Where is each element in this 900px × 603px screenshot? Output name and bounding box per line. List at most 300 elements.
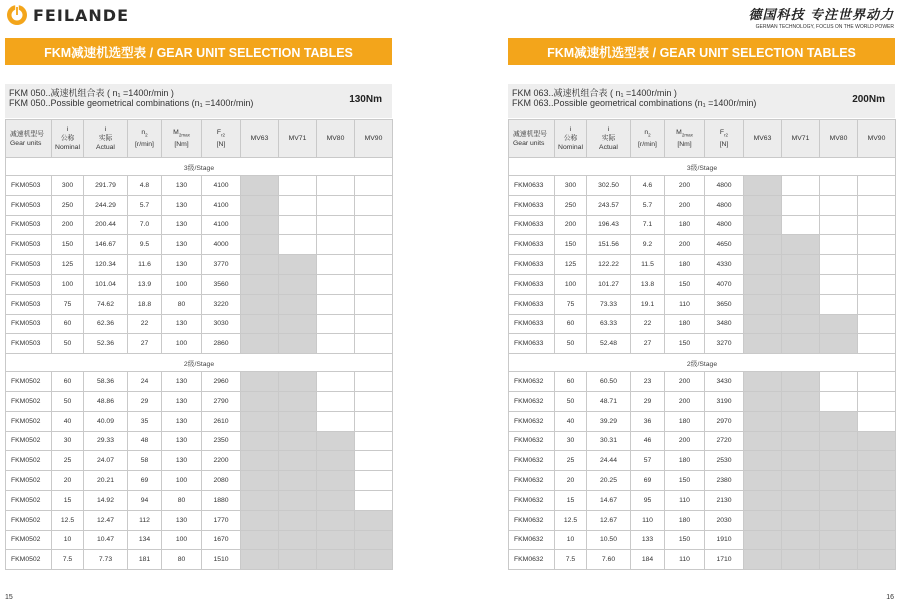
cell-motor-mv63 bbox=[744, 510, 782, 530]
info-line-2: FKM 063..Possible geometrical combinations (n₁ =1400r/min) bbox=[512, 98, 757, 108]
cell-m2max: 80 bbox=[162, 490, 202, 510]
cell-motor-mv71 bbox=[782, 490, 820, 510]
cell-gear-unit: FKM0502 bbox=[6, 411, 52, 431]
header-nominal bbox=[555, 120, 587, 158]
logo-text: FEILANDE bbox=[33, 5, 129, 25]
cell-gear-unit: FKM0632 bbox=[509, 471, 555, 491]
header-n2-subscript: 2 bbox=[648, 132, 651, 138]
cell-motor-mv63 bbox=[744, 215, 782, 235]
cell-fr2: 4650 bbox=[705, 235, 744, 255]
cell-gear-unit: FKM0502 bbox=[6, 451, 52, 471]
table-row bbox=[6, 471, 393, 491]
table-row bbox=[6, 294, 393, 314]
logo bbox=[6, 4, 129, 26]
cell-fr2: 1910 bbox=[705, 530, 744, 550]
cell-gear-unit: FKM0632 bbox=[509, 451, 555, 471]
info-line-1: FKM 063..减速机组合表 ( n₁ =1400r/min ) bbox=[512, 88, 677, 98]
cell-motor-mv90 bbox=[355, 451, 393, 471]
cell-motor-mv63 bbox=[241, 372, 279, 392]
cell-actual: 101.27 bbox=[587, 274, 631, 294]
page-title: FKM减速机选型表 / GEAR UNIT SELECTION TABLES bbox=[508, 38, 895, 65]
cell-motor-mv63 bbox=[241, 215, 279, 235]
cell-gear-unit: FKM0502 bbox=[6, 490, 52, 510]
torque-rating: 200Nm bbox=[852, 94, 885, 105]
cell-nominal: 100 bbox=[52, 274, 84, 294]
cell-actual: 20.21 bbox=[84, 471, 128, 491]
stage-label: 2级/Stage bbox=[6, 354, 393, 372]
stage-row bbox=[509, 158, 896, 176]
table-row bbox=[6, 255, 393, 275]
cell-actual: 10.50 bbox=[587, 530, 631, 550]
cell-nominal: 20 bbox=[555, 471, 587, 491]
cell-gear-unit: FKM0503 bbox=[6, 294, 52, 314]
cell-motor-mv90 bbox=[858, 451, 896, 471]
right-page bbox=[450, 0, 900, 603]
cell-motor-mv63 bbox=[241, 294, 279, 314]
cell-fr2: 4330 bbox=[705, 255, 744, 275]
header-fr2-subscript: r2 bbox=[724, 132, 729, 138]
cell-motor-mv80 bbox=[820, 391, 858, 411]
header-gear-units-cn: 减速机型号 bbox=[10, 130, 44, 138]
cell-fr2: 3270 bbox=[705, 334, 744, 354]
cell-nominal: 40 bbox=[555, 411, 587, 431]
cell-gear-unit: FKM0502 bbox=[6, 530, 52, 550]
header-m2max-unit: [Nm] bbox=[174, 140, 189, 148]
cell-fr2: 4800 bbox=[705, 215, 744, 235]
cell-nominal: 10 bbox=[555, 530, 587, 550]
cell-fr2: 4800 bbox=[705, 176, 744, 196]
cell-m2max: 200 bbox=[665, 235, 705, 255]
cell-n2: 134 bbox=[128, 530, 162, 550]
table-row bbox=[6, 372, 393, 392]
cell-motor-mv71 bbox=[782, 471, 820, 491]
cell-n2: 7.0 bbox=[128, 215, 162, 235]
cell-motor-mv90 bbox=[355, 294, 393, 314]
header-motor-mv80: MV80 bbox=[820, 120, 858, 158]
cell-motor-mv71 bbox=[279, 510, 317, 530]
header-n2-subscript: 2 bbox=[145, 132, 148, 138]
header-n2 bbox=[631, 120, 665, 158]
table-row bbox=[6, 235, 393, 255]
header-m2max-subscript: 2max bbox=[681, 132, 693, 138]
cell-m2max: 200 bbox=[665, 372, 705, 392]
cell-motor-mv63 bbox=[241, 334, 279, 354]
cell-motor-mv71 bbox=[782, 372, 820, 392]
cell-motor-mv71 bbox=[279, 411, 317, 431]
cell-fr2: 1710 bbox=[705, 550, 744, 570]
cell-motor-mv80 bbox=[317, 314, 355, 334]
cell-n2: 13.8 bbox=[631, 274, 665, 294]
cell-motor-mv63 bbox=[744, 176, 782, 196]
cell-fr2: 4070 bbox=[705, 274, 744, 294]
cell-actual: 20.25 bbox=[587, 471, 631, 491]
cell-gear-unit: FKM0502 bbox=[6, 372, 52, 392]
cell-motor-mv80 bbox=[820, 411, 858, 431]
cell-motor-mv90 bbox=[858, 530, 896, 550]
header-gear-units-en: Gear units bbox=[513, 139, 545, 147]
table-row bbox=[509, 215, 896, 235]
cell-actual: 14.67 bbox=[587, 490, 631, 510]
cell-motor-mv80 bbox=[820, 372, 858, 392]
nominal-en: Nominal bbox=[55, 144, 80, 151]
cell-n2: 23 bbox=[631, 372, 665, 392]
i-symbol: i bbox=[66, 126, 69, 133]
cell-fr2: 4800 bbox=[705, 195, 744, 215]
cell-actual: 73.33 bbox=[587, 294, 631, 314]
cell-m2max: 130 bbox=[162, 215, 202, 235]
cell-motor-mv63 bbox=[241, 411, 279, 431]
header-actual bbox=[84, 120, 128, 158]
cell-motor-mv80 bbox=[317, 490, 355, 510]
table-row bbox=[6, 176, 393, 196]
cell-gear-unit: FKM0632 bbox=[509, 550, 555, 570]
cell-nominal: 300 bbox=[52, 176, 84, 196]
stage-row bbox=[6, 354, 393, 372]
table-row bbox=[509, 372, 896, 392]
cell-motor-mv80 bbox=[820, 195, 858, 215]
cell-fr2: 3770 bbox=[202, 255, 241, 275]
cell-n2: 22 bbox=[128, 314, 162, 334]
cell-motor-mv71 bbox=[279, 471, 317, 491]
header-nominal bbox=[52, 120, 84, 158]
cell-motor-mv90 bbox=[858, 490, 896, 510]
cell-gear-unit: FKM0632 bbox=[509, 391, 555, 411]
cell-m2max: 80 bbox=[162, 294, 202, 314]
cell-m2max: 130 bbox=[162, 431, 202, 451]
cell-m2max: 100 bbox=[162, 334, 202, 354]
cell-m2max: 150 bbox=[665, 530, 705, 550]
cell-m2max: 130 bbox=[162, 195, 202, 215]
table-row bbox=[509, 195, 896, 215]
cell-motor-mv63 bbox=[241, 471, 279, 491]
cell-fr2: 2860 bbox=[202, 334, 241, 354]
cell-gear-unit: FKM0502 bbox=[6, 510, 52, 530]
cell-motor-mv63 bbox=[241, 255, 279, 275]
cell-motor-mv80 bbox=[820, 431, 858, 451]
cell-nominal: 150 bbox=[52, 235, 84, 255]
cell-n2: 36 bbox=[631, 411, 665, 431]
table-row bbox=[509, 235, 896, 255]
cell-motor-mv90 bbox=[858, 255, 896, 275]
nominal-cn: 公称 bbox=[563, 135, 578, 142]
cell-motor-mv63 bbox=[744, 530, 782, 550]
cell-actual: 101.04 bbox=[84, 274, 128, 294]
cell-m2max: 100 bbox=[162, 530, 202, 550]
cell-n2: 94 bbox=[128, 490, 162, 510]
header-m2max-symbol-line bbox=[162, 128, 201, 139]
cell-fr2: 2030 bbox=[705, 510, 744, 530]
cell-motor-mv63 bbox=[744, 274, 782, 294]
cell-n2: 110 bbox=[631, 510, 665, 530]
cell-motor-mv80 bbox=[820, 215, 858, 235]
cell-motor-mv71 bbox=[782, 294, 820, 314]
cell-motor-mv80 bbox=[317, 274, 355, 294]
cell-actual: 10.47 bbox=[84, 530, 128, 550]
cell-nominal: 250 bbox=[555, 195, 587, 215]
cell-motor-mv71 bbox=[782, 334, 820, 354]
cell-fr2: 4000 bbox=[202, 235, 241, 255]
cell-gear-unit: FKM0633 bbox=[509, 235, 555, 255]
selection-table bbox=[508, 119, 896, 570]
header-row bbox=[6, 120, 393, 158]
cell-nominal: 30 bbox=[52, 431, 84, 451]
cell-motor-mv90 bbox=[355, 431, 393, 451]
cell-motor-mv71 bbox=[279, 314, 317, 334]
cell-actual: 62.36 bbox=[84, 314, 128, 334]
cell-gear-unit: FKM0632 bbox=[509, 530, 555, 550]
i-symbol: i bbox=[569, 126, 572, 133]
cell-actual: 122.22 bbox=[587, 255, 631, 275]
cell-m2max: 80 bbox=[162, 550, 202, 570]
cell-actual: 291.79 bbox=[84, 176, 128, 196]
cell-gear-unit: FKM0633 bbox=[509, 294, 555, 314]
table-row bbox=[6, 490, 393, 510]
cell-fr2: 3560 bbox=[202, 274, 241, 294]
cell-motor-mv71 bbox=[782, 431, 820, 451]
cell-n2: 5.7 bbox=[631, 195, 665, 215]
cell-n2: 9.5 bbox=[128, 235, 162, 255]
cell-m2max: 130 bbox=[162, 176, 202, 196]
cell-motor-mv71 bbox=[782, 411, 820, 431]
cell-n2: 57 bbox=[631, 451, 665, 471]
cell-nominal: 200 bbox=[555, 215, 587, 235]
cell-gear-unit: FKM0633 bbox=[509, 274, 555, 294]
header-motor-mv80: MV80 bbox=[317, 120, 355, 158]
cell-n2: 181 bbox=[128, 550, 162, 570]
cell-motor-mv63 bbox=[744, 255, 782, 275]
cell-nominal: 100 bbox=[555, 274, 587, 294]
table-row bbox=[6, 334, 393, 354]
cell-fr2: 2610 bbox=[202, 411, 241, 431]
cell-motor-mv80 bbox=[820, 334, 858, 354]
cell-nominal: 250 bbox=[52, 195, 84, 215]
table-row bbox=[509, 451, 896, 471]
cell-m2max: 130 bbox=[162, 314, 202, 334]
cell-nominal: 15 bbox=[52, 490, 84, 510]
cell-motor-mv63 bbox=[241, 530, 279, 550]
cell-motor-mv80 bbox=[820, 530, 858, 550]
cell-nominal: 60 bbox=[555, 314, 587, 334]
header-n2-symbol-line bbox=[631, 128, 664, 139]
cell-motor-mv71 bbox=[782, 510, 820, 530]
cell-motor-mv80 bbox=[317, 411, 355, 431]
cell-gear-unit: FKM0503 bbox=[6, 274, 52, 294]
cell-m2max: 200 bbox=[665, 391, 705, 411]
cell-motor-mv80 bbox=[317, 391, 355, 411]
header-row bbox=[509, 120, 896, 158]
cell-motor-mv90 bbox=[858, 550, 896, 570]
cell-actual: 196.43 bbox=[587, 215, 631, 235]
cell-motor-mv90 bbox=[858, 334, 896, 354]
cell-gear-unit: FKM0503 bbox=[6, 255, 52, 275]
cell-actual: 40.09 bbox=[84, 411, 128, 431]
cell-nominal: 200 bbox=[52, 215, 84, 235]
cell-motor-mv63 bbox=[744, 195, 782, 215]
cell-nominal: 150 bbox=[555, 235, 587, 255]
cell-motor-mv63 bbox=[241, 510, 279, 530]
page-title: FKM减速机选型表 / GEAR UNIT SELECTION TABLES bbox=[5, 38, 392, 65]
actual-en: Actual bbox=[96, 144, 115, 151]
cell-motor-mv63 bbox=[744, 451, 782, 471]
cell-m2max: 100 bbox=[162, 274, 202, 294]
cell-actual: 7.60 bbox=[587, 550, 631, 570]
cell-motor-mv63 bbox=[744, 471, 782, 491]
header-fr2-unit: [N] bbox=[216, 140, 226, 148]
cell-motor-mv71 bbox=[279, 195, 317, 215]
cell-fr2: 3650 bbox=[705, 294, 744, 314]
header-gear-units bbox=[509, 120, 555, 158]
header-motor-mv90: MV90 bbox=[858, 120, 896, 158]
cell-motor-mv63 bbox=[744, 411, 782, 431]
cell-motor-mv80 bbox=[317, 334, 355, 354]
cell-motor-mv80 bbox=[317, 530, 355, 550]
cell-motor-mv80 bbox=[317, 510, 355, 530]
cell-fr2: 4100 bbox=[202, 195, 241, 215]
cell-motor-mv90 bbox=[355, 334, 393, 354]
table-row bbox=[6, 314, 393, 334]
cell-m2max: 200 bbox=[665, 195, 705, 215]
cell-actual: 244.29 bbox=[84, 195, 128, 215]
cell-motor-mv90 bbox=[355, 235, 393, 255]
cell-motor-mv71 bbox=[279, 334, 317, 354]
cell-motor-mv71 bbox=[279, 550, 317, 570]
table-row bbox=[6, 530, 393, 550]
cell-n2: 184 bbox=[631, 550, 665, 570]
cell-actual: 60.50 bbox=[587, 372, 631, 392]
cell-motor-mv71 bbox=[279, 490, 317, 510]
cell-motor-mv80 bbox=[820, 255, 858, 275]
cell-motor-mv80 bbox=[317, 372, 355, 392]
table-row bbox=[509, 530, 896, 550]
cell-actual: 7.73 bbox=[84, 550, 128, 570]
cell-m2max: 130 bbox=[162, 372, 202, 392]
cell-m2max: 130 bbox=[162, 451, 202, 471]
cell-n2: 95 bbox=[631, 490, 665, 510]
table-row bbox=[509, 471, 896, 491]
page-number: 15 bbox=[5, 594, 13, 601]
cell-m2max: 110 bbox=[665, 550, 705, 570]
cell-fr2: 2960 bbox=[202, 372, 241, 392]
cell-motor-mv90 bbox=[355, 274, 393, 294]
cell-m2max: 110 bbox=[665, 490, 705, 510]
stage-label: 2级/Stage bbox=[509, 354, 896, 372]
cell-gear-unit: FKM0633 bbox=[509, 334, 555, 354]
cell-motor-mv71 bbox=[782, 530, 820, 550]
cell-motor-mv63 bbox=[241, 274, 279, 294]
cell-motor-mv90 bbox=[355, 215, 393, 235]
table-row bbox=[6, 431, 393, 451]
cell-fr2: 2350 bbox=[202, 431, 241, 451]
header-fr2 bbox=[705, 120, 744, 158]
cell-nominal: 30 bbox=[555, 431, 587, 451]
table-row bbox=[509, 550, 896, 570]
cell-motor-mv71 bbox=[782, 314, 820, 334]
page-number: 16 bbox=[886, 594, 894, 601]
cell-n2: 19.1 bbox=[631, 294, 665, 314]
cell-actual: 12.47 bbox=[84, 510, 128, 530]
cell-gear-unit: FKM0632 bbox=[509, 510, 555, 530]
cell-m2max: 150 bbox=[665, 274, 705, 294]
cell-motor-mv71 bbox=[279, 294, 317, 314]
cell-motor-mv80 bbox=[820, 471, 858, 491]
cell-gear-unit: FKM0503 bbox=[6, 195, 52, 215]
cell-motor-mv80 bbox=[317, 294, 355, 314]
cell-motor-mv71 bbox=[279, 451, 317, 471]
table-row bbox=[6, 391, 393, 411]
slogan-cn: 德国科技 专注世界动力 bbox=[748, 8, 894, 23]
cell-gear-unit: FKM0633 bbox=[509, 215, 555, 235]
cell-fr2: 2380 bbox=[705, 471, 744, 491]
table-row bbox=[6, 411, 393, 431]
cell-motor-mv90 bbox=[355, 195, 393, 215]
cell-gear-unit: FKM0502 bbox=[6, 550, 52, 570]
cell-n2: 69 bbox=[631, 471, 665, 491]
cell-gear-unit: FKM0632 bbox=[509, 490, 555, 510]
cell-motor-mv90 bbox=[858, 195, 896, 215]
cell-nominal: 75 bbox=[52, 294, 84, 314]
selection-table bbox=[5, 119, 393, 570]
cell-fr2: 3030 bbox=[202, 314, 241, 334]
cell-gear-unit: FKM0503 bbox=[6, 176, 52, 196]
header-m2max-unit: [Nm] bbox=[677, 140, 692, 148]
cell-n2: 112 bbox=[128, 510, 162, 530]
cell-m2max: 200 bbox=[665, 431, 705, 451]
cell-m2max: 130 bbox=[162, 510, 202, 530]
header-n2-unit: [r/min] bbox=[638, 140, 657, 148]
cell-motor-mv90 bbox=[355, 530, 393, 550]
header-fr2-symbol: F bbox=[719, 129, 725, 137]
cell-motor-mv90 bbox=[858, 176, 896, 196]
cell-m2max: 110 bbox=[665, 294, 705, 314]
header-n2 bbox=[128, 120, 162, 158]
cell-n2: 46 bbox=[631, 431, 665, 451]
cell-motor-mv71 bbox=[782, 274, 820, 294]
cell-nominal: 7.5 bbox=[555, 550, 587, 570]
cell-nominal: 60 bbox=[52, 372, 84, 392]
cell-motor-mv63 bbox=[241, 431, 279, 451]
cell-fr2: 1510 bbox=[202, 550, 241, 570]
cell-motor-mv80 bbox=[820, 550, 858, 570]
cell-motor-mv71 bbox=[279, 530, 317, 550]
stage-row bbox=[509, 354, 896, 372]
cell-nominal: 12.5 bbox=[555, 510, 587, 530]
cell-motor-mv80 bbox=[820, 451, 858, 471]
cell-nominal: 125 bbox=[52, 255, 84, 275]
cell-actual: 52.36 bbox=[84, 334, 128, 354]
brand-slogan bbox=[748, 4, 894, 30]
cell-motor-mv80 bbox=[317, 471, 355, 491]
cell-fr2: 3220 bbox=[202, 294, 241, 314]
cell-actual: 146.67 bbox=[84, 235, 128, 255]
cell-nominal: 20 bbox=[52, 471, 84, 491]
header-fr2 bbox=[202, 120, 241, 158]
cell-motor-mv71 bbox=[279, 391, 317, 411]
cell-nominal: 7.5 bbox=[52, 550, 84, 570]
header-motor-mv71: MV71 bbox=[782, 120, 820, 158]
cell-n2: 22 bbox=[631, 314, 665, 334]
cell-n2: 29 bbox=[631, 391, 665, 411]
cell-actual: 14.92 bbox=[84, 490, 128, 510]
header-m2max-subscript: 2max bbox=[178, 132, 190, 138]
cell-actual: 120.34 bbox=[84, 255, 128, 275]
cell-motor-mv63 bbox=[744, 391, 782, 411]
header-motor-mv63: MV63 bbox=[241, 120, 279, 158]
cell-motor-mv90 bbox=[858, 510, 896, 530]
cell-actual: 48.71 bbox=[587, 391, 631, 411]
cell-fr2: 2970 bbox=[705, 411, 744, 431]
cell-motor-mv71 bbox=[782, 215, 820, 235]
cell-motor-mv71 bbox=[782, 391, 820, 411]
